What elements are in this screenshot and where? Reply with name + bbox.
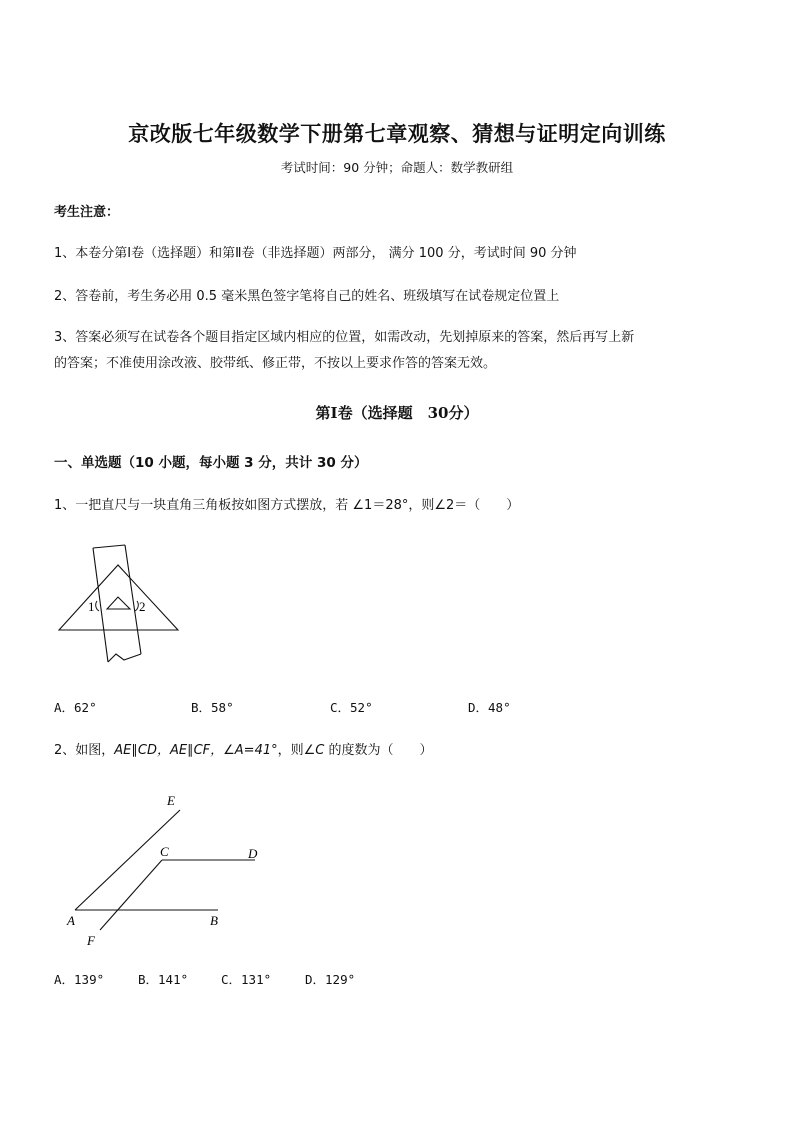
notice-heading: 考生注意： [54, 205, 120, 220]
angle-2-label: 2 [139, 599, 146, 614]
q2-option-a[interactable]: A．139° [54, 972, 105, 987]
line-cf [100, 860, 162, 930]
section-title: 第Ⅰ卷（选择题 30分） [315, 404, 479, 422]
q1-option-c[interactable]: C．52° [330, 700, 373, 715]
q1-option-d[interactable]: D．48° [468, 700, 511, 715]
question-1-stem: 1、一把直尺与一块直角三角板按如图方式摆放，若 ∠1＝28°，则∠2＝（ ） [54, 498, 520, 513]
exam-info: 考试时间：90 分钟；命题人：数学教研组 [280, 160, 514, 175]
label-d: D [248, 846, 258, 861]
question-1-figure [50, 536, 190, 666]
q2-stem-math: AE∥CD，AE∥CF，∠A=41° [114, 743, 278, 758]
q1-option-a[interactable]: A．62° [54, 700, 97, 715]
notice-item-2: 2、答卷前，考生务必用 0.5 毫米黑色签字笔将自己的姓名、班级填写在试卷规定位置上 [54, 289, 560, 304]
question-2-figure [60, 790, 280, 955]
q2-option-c[interactable]: C．131° [221, 972, 272, 987]
q2-stem-suffix: ，则∠ [277, 743, 316, 758]
label-e: E [167, 793, 175, 808]
label-c: C [160, 844, 169, 859]
q2-stem-end: 的度数为（ ） [324, 743, 433, 758]
q2-stem-prefix: 2、如图， [54, 743, 115, 758]
notice-item-3: 3、答案必须写在试卷各个题目指定区域内相应的位置，如需改动，先划掉原来的答案，然后再写上新 [54, 330, 635, 345]
q2-option-b[interactable]: B．141° [138, 972, 189, 987]
angle-1-arc [96, 601, 99, 611]
label-a: A [67, 913, 75, 928]
q1-option-b[interactable]: B．58° [191, 700, 234, 715]
label-f: F [87, 933, 95, 948]
angle-1-label: 1 [88, 599, 95, 614]
part-title: 一、单选题（10 小题，每小题 3 分，共计 30 分） [54, 455, 368, 471]
page-title: 京改版七年级数学下册第七章观察、猜想与证明定向训练 [128, 121, 666, 146]
notice-item-3-cont: 的答案；不准使用涂改液、胶带纸、修正带，不按以上要求作答的答案无效。 [54, 356, 497, 371]
question-2-stem [54, 739, 433, 758]
angle-2-arc [135, 601, 138, 611]
q2-stem-var: C [315, 743, 325, 758]
label-b: B [210, 913, 218, 928]
q2-option-d[interactable]: D．129° [305, 972, 356, 987]
notice-item-1: 1、本卷分第Ⅰ卷（选择题）和第Ⅱ卷（非选择题）两部分， 满分 100 分，考试时间 90 分钟 [54, 246, 577, 261]
